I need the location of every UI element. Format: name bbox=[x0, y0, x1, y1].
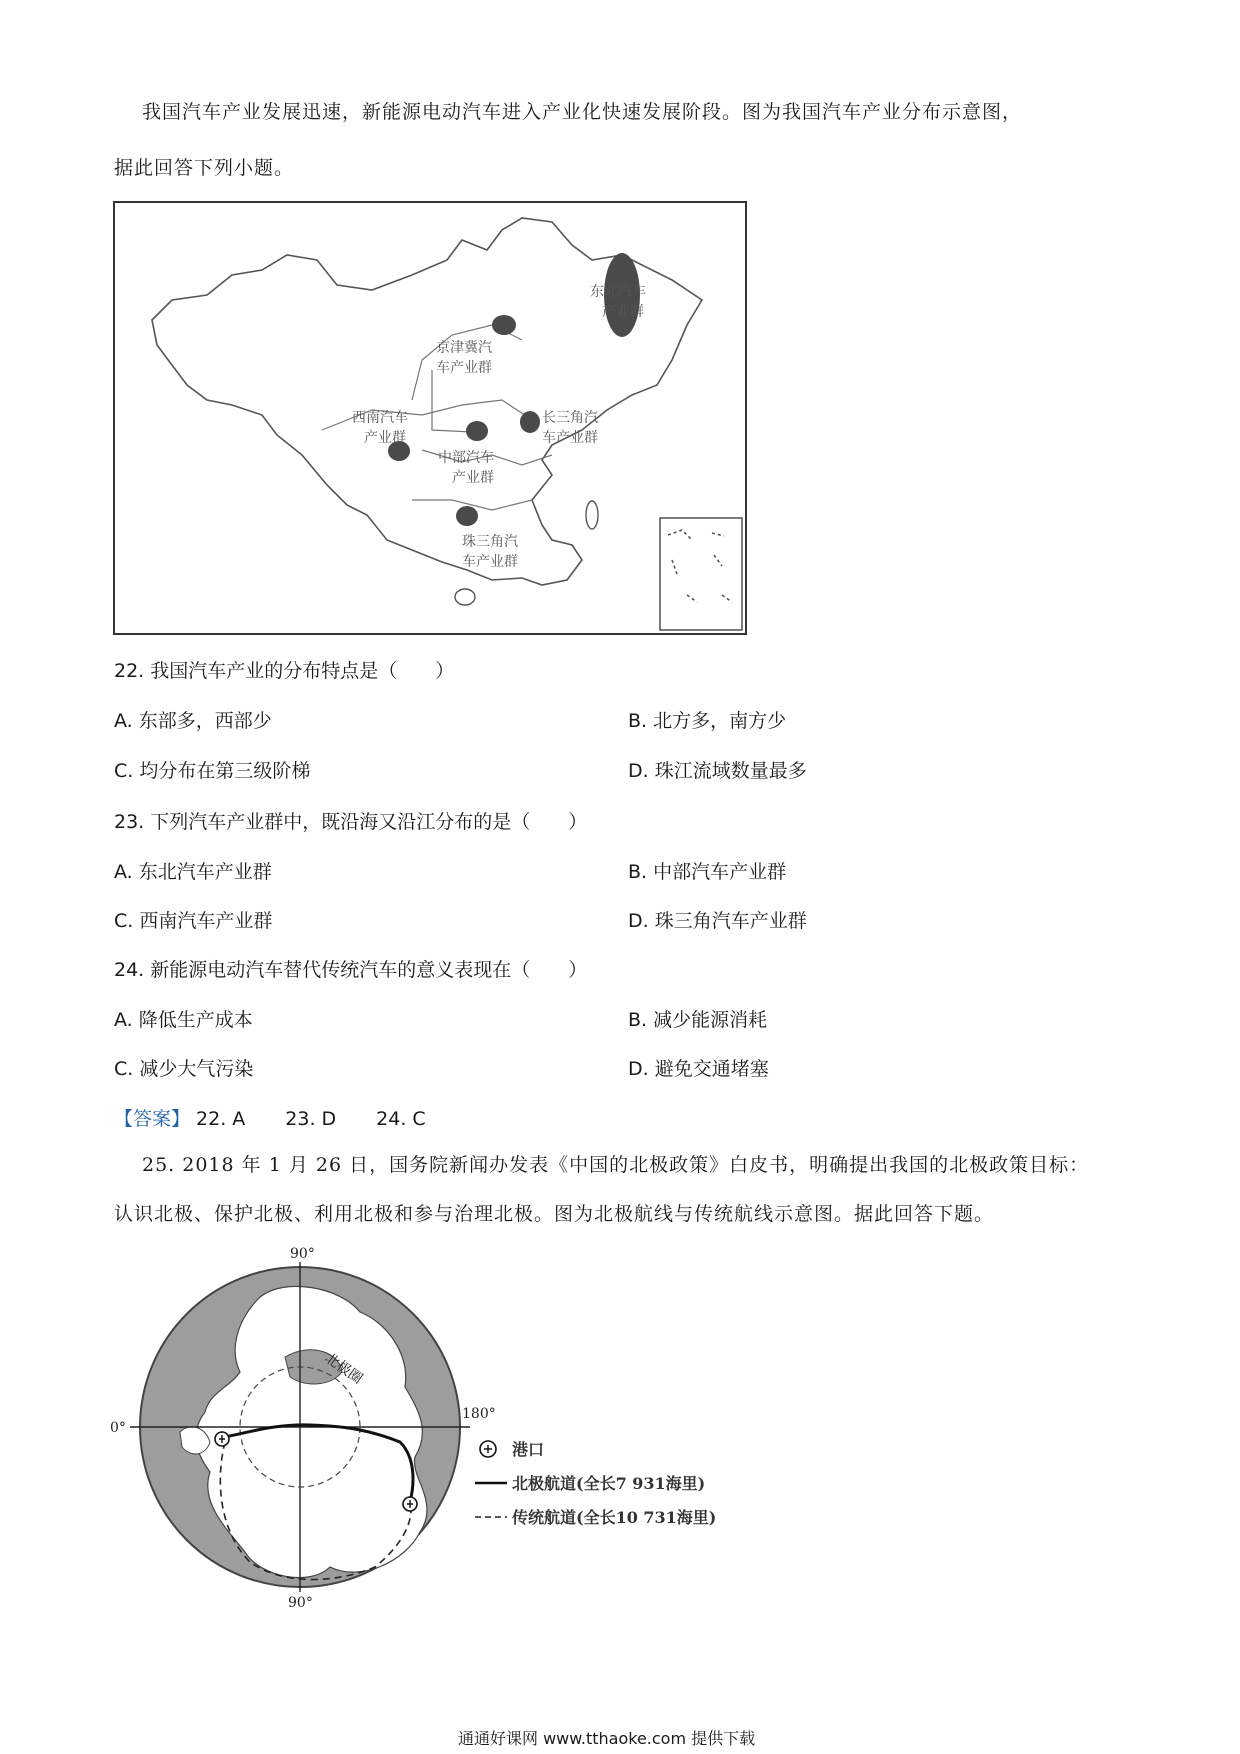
question-22-option-a: A. 东部多，西部少 bbox=[114, 710, 272, 732]
question-24-option-a: A. 降低生产成本 bbox=[114, 1009, 253, 1031]
footer-source: 通通好课网 www.tthaoke.com 提供下载 bbox=[458, 1729, 756, 1748]
cluster-yangtze-delta bbox=[520, 411, 540, 433]
question-25-line-2: 认识北极、保护北极、利用北极和参与治理北极。图为北极航线与传统航线示意图。据此回答下题。 bbox=[114, 1203, 995, 1225]
arctic-route-map bbox=[110, 1242, 750, 1612]
question-23-option-a: A. 东北汽车产业群 bbox=[114, 861, 272, 883]
degree-bottom: 90° bbox=[288, 1595, 313, 1611]
label-jingjinji-2: 车产业群 bbox=[436, 360, 492, 376]
question-24-stem: 24. 新能源电动汽车替代传统汽车的意义表现在（ ） bbox=[114, 959, 588, 981]
label-yangtze-2: 车产业群 bbox=[542, 430, 598, 446]
answer-tag: 【答案】 bbox=[114, 1108, 191, 1130]
intro-line-2: 据此回答下列小题。 bbox=[114, 157, 295, 179]
label-pearl-1: 珠三角汽 bbox=[462, 534, 518, 550]
label-central-1: 中部汽车 bbox=[438, 450, 494, 466]
cluster-jingjinji bbox=[492, 315, 516, 335]
degree-top: 90° bbox=[290, 1246, 315, 1262]
question-25-line-1: 25. 2018 年 1 月 26 日，国务院新闻办发表《中国的北极政策》白皮书，明确提出我国的北极政策目标： bbox=[142, 1154, 1090, 1176]
degree-left: 0° bbox=[110, 1420, 126, 1436]
question-22-stem: 22. 我国汽车产业的分布特点是（ ） bbox=[114, 660, 455, 682]
question-24-option-d: D. 避免交通堵塞 bbox=[628, 1058, 769, 1080]
question-22-option-b: B. 北方多，南方少 bbox=[628, 710, 787, 732]
label-southwest-2: 产业群 bbox=[364, 430, 406, 446]
label-southwest-1: 西南汽车 bbox=[352, 410, 408, 426]
intro-line-1: 我国汽车产业发展迅速，新能源电动汽车进入产业化快速发展阶段。图为我国汽车产业分布示意图， bbox=[142, 101, 1023, 123]
question-22-option-d: D. 珠江流域数量最多 bbox=[628, 760, 807, 782]
label-northeast-1: 东北汽车 bbox=[590, 284, 646, 300]
question-24-option-c: C. 减少大气污染 bbox=[114, 1058, 254, 1080]
degree-right: 180° bbox=[462, 1406, 496, 1422]
cluster-pearl-delta bbox=[456, 506, 478, 526]
label-yangtze-1: 长三角汽 bbox=[542, 410, 598, 426]
answer-24: 24. C bbox=[376, 1108, 426, 1130]
question-23-option-d: D. 珠三角汽车产业群 bbox=[628, 910, 807, 932]
legend-traditional-route-label: 传统航道(全长10 731海里) bbox=[512, 1508, 717, 1527]
arctic-circle-label: 北极圈 bbox=[321, 1350, 366, 1388]
question-23-option-b: B. 中部汽车产业群 bbox=[628, 861, 787, 883]
arctic-map-svg bbox=[110, 1242, 750, 1612]
question-23-stem: 23. 下列汽车产业群中，既沿海又沿江分布的是（ ） bbox=[114, 811, 588, 833]
question-23-option-c: C. 西南汽车产业群 bbox=[114, 910, 273, 932]
question-24-option-b: B. 减少能源消耗 bbox=[628, 1009, 768, 1031]
answer-line bbox=[114, 1106, 426, 1132]
label-central-2: 产业群 bbox=[452, 470, 494, 486]
answer-22: 22. A bbox=[196, 1108, 246, 1130]
china-map-svg bbox=[112, 200, 752, 638]
cluster-central bbox=[466, 421, 488, 441]
label-northeast-2: 产业群 bbox=[602, 304, 644, 320]
china-auto-industry-map bbox=[112, 200, 752, 638]
label-jingjinji-1: 京津冀汽 bbox=[436, 340, 492, 356]
legend-arctic-route-label: 北极航道(全长7 931海里) bbox=[512, 1474, 706, 1493]
answer-23: 23. D bbox=[285, 1108, 337, 1130]
question-22-option-c: C. 均分布在第三级阶梯 bbox=[114, 760, 311, 782]
legend-port-label: 港口 bbox=[512, 1440, 545, 1459]
label-pearl-2: 车产业群 bbox=[462, 554, 518, 570]
